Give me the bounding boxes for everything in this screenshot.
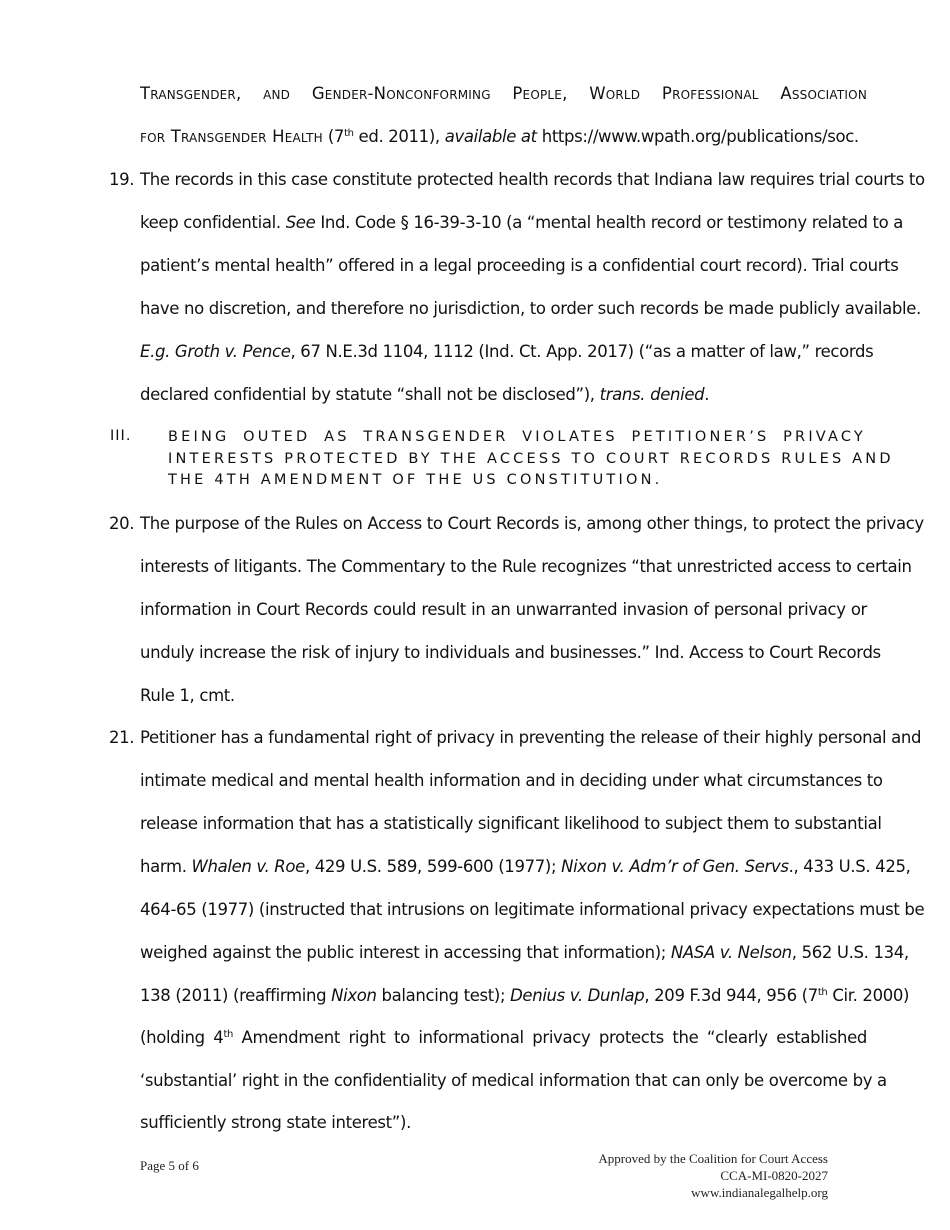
footer-website-link[interactable]: www.indianalegalhelp.org	[691, 1185, 828, 1200]
footer-form-code: CCA-MI-0820-2027	[720, 1168, 828, 1183]
paragraph-line: have no discretion, and therefore no jurisdiction, to order such records be made publicly available.	[140, 299, 921, 318]
paragraph-line: harm. Whalen v. Roe, 429 U.S. 589, 599-600 (1977); Nixon v. Adm’r of Gen. Servs., 433 U.S. 425,	[140, 857, 911, 876]
citation-line: for Transgender Health (7th ed. 2011), available at https://www.wpath.org/publications/soc.	[140, 127, 859, 146]
section-numeral: III.	[110, 428, 132, 444]
paragraph-line: E.g. Groth v. Pence, 67 N.E.3d 1104, 1112 (Ind. Ct. App. 2017) (“as a matter of law,” records	[140, 342, 874, 361]
page-number: Page 5 of 6	[140, 1158, 199, 1173]
paragraph-line: intimate medical and mental health information and in deciding under what circumstances to	[140, 771, 883, 790]
paragraph-line: release information that has a statistically significant likelihood to subject them to substantial	[140, 814, 882, 833]
citation-url: https://www.wpath.org/publications/soc.	[536, 127, 859, 146]
paragraph-number: 21.	[109, 728, 135, 747]
citation-line: Transgender, and Gender-Nonconforming People, World Professional Association	[140, 84, 867, 103]
paragraph-line: declared confidential by statute “shall not be disclosed”), trans. denied.	[140, 385, 710, 404]
paragraph-line: 138 (2011) (reaffirming Nixon balancing test); Denius v. Dunlap, 209 F.3d 944, 956 (7th Cir. 2000)	[140, 986, 910, 1005]
paragraph-line: unduly increase the risk of injury to individuals and businesses.” Ind. Access to Court Records	[140, 643, 881, 662]
paragraph-line: The purpose of the Rules on Access to Court Records is, among other things, to protect the privacy	[140, 514, 924, 533]
paragraph-line: (holding 4th Amendment right to informational privacy protects the “clearly established	[140, 1028, 868, 1047]
paragraph-line: keep confidential. See Ind. Code § 16-39-3-10 (a “mental health record or testimony related to a	[140, 213, 904, 232]
paragraph-line: Petitioner has a fundamental right of privacy in preventing the release of their highly personal and	[140, 728, 922, 747]
paragraph-line: Rule 1, cmt.	[140, 686, 235, 705]
paragraph-line: patient’s mental health” offered in a legal proceeding is a confidential court record). Trial courts	[140, 256, 899, 275]
footer-approval	[598, 1150, 828, 1201]
paragraph-number: 19.	[109, 170, 135, 189]
paragraph-line: sufficiently strong state interest”).	[140, 1113, 411, 1132]
paragraph-line: 464-65 (1977) (instructed that intrusions on legitimate informational privacy expectations must be	[140, 900, 925, 919]
paragraph-line: interests of litigants. The Commentary to the Rule recognizes “that unrestricted access to certain	[140, 557, 912, 576]
paragraph-line: information in Court Records could result in an unwarranted invasion of personal privacy or	[140, 600, 867, 619]
paragraph-number: 20.	[109, 514, 135, 533]
paragraph-line: ‘substantial’ right in the confidentiality of medical information that can only be overcome by a	[140, 1071, 887, 1090]
paragraph-line: The records in this case constitute protected health records that Indiana law requires trial courts to	[140, 170, 925, 189]
footer-approved-text: Approved by the Coalition for Court Access	[598, 1151, 828, 1166]
section-heading: BEING OUTED AS TRANSGENDER VIOLATES PETITIONER’S PRIVACY INTERESTS PROTECTED BY THE ACCESS TO COURT RECORDS RULES AND THE 4TH AMENDMENT OF THE US CONSTITUTION.	[168, 429, 894, 488]
paragraph-line: weighed against the public interest in accessing that information); NASA v. Nelson, 562 U.S. 134,	[140, 943, 909, 962]
